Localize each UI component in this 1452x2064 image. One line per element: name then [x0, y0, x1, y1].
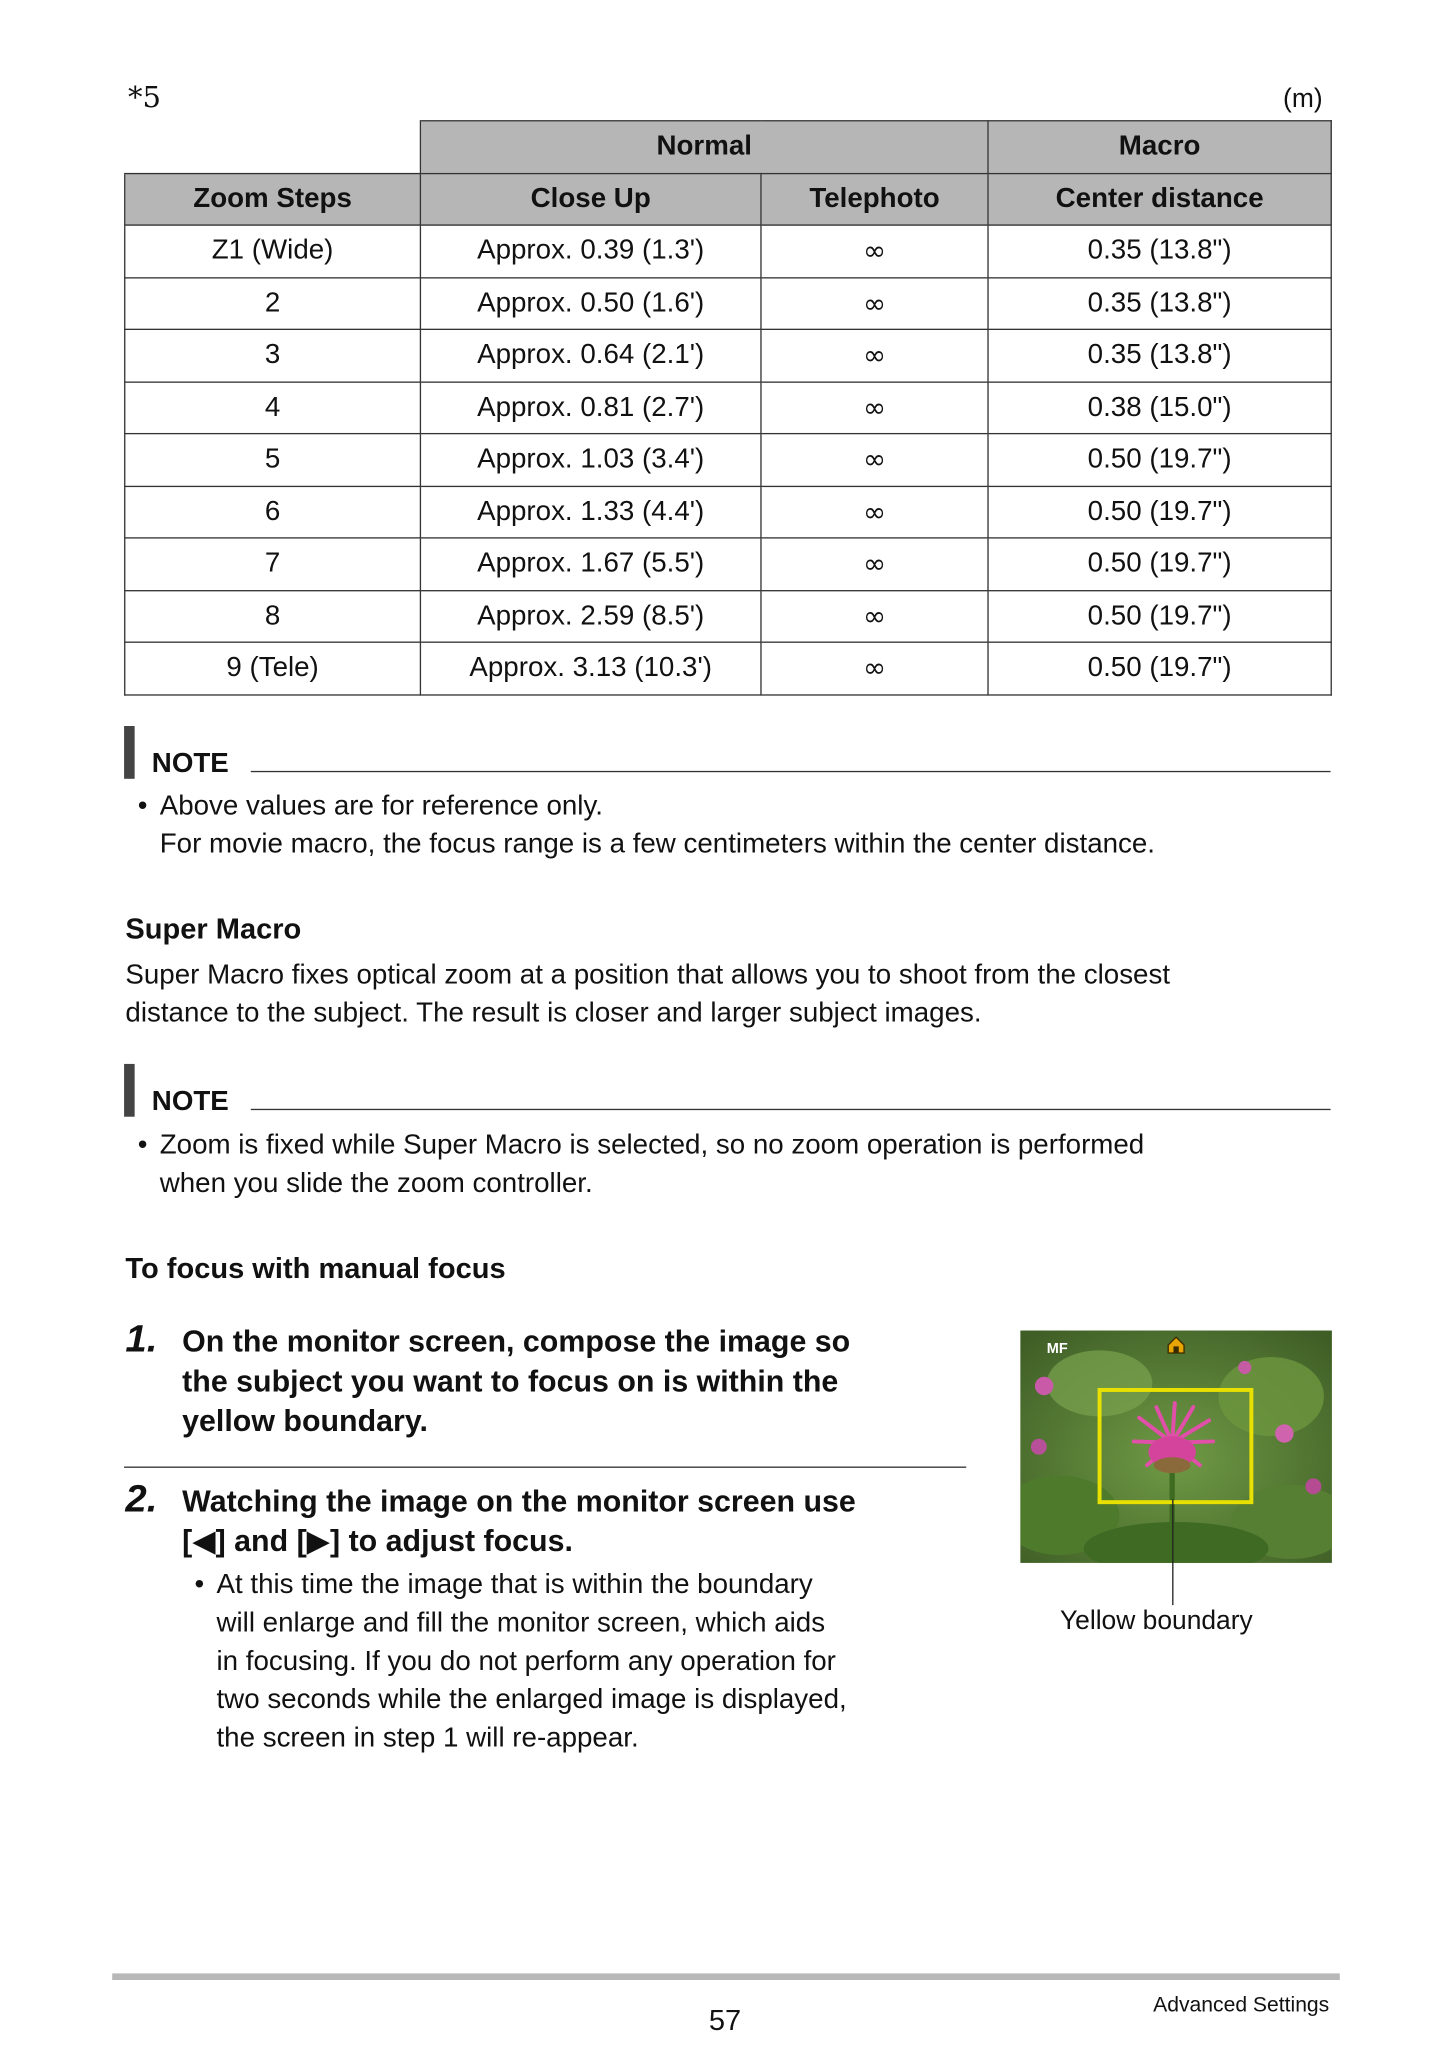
table-row — [125, 642, 1332, 694]
step-number: 2. — [125, 1478, 158, 1521]
normal-group-header: Normal — [420, 121, 988, 173]
step-text-line: the subject you want to focus on is within the — [182, 1363, 839, 1398]
telephoto-cell: ∞ — [761, 434, 988, 486]
close-up-cell: Approx. 0.50 (1.6') — [420, 277, 761, 329]
table-row — [125, 225, 1332, 277]
zoom-step-cell: 7 — [125, 538, 421, 590]
step-number: 1. — [125, 1318, 158, 1361]
step-text-line: yellow boundary. — [182, 1403, 428, 1438]
super-macro-paragraph — [125, 956, 1339, 1033]
table-row — [125, 486, 1332, 538]
group-header-row — [125, 121, 1332, 173]
table-row — [125, 381, 1332, 433]
note-marker-bar — [124, 726, 135, 779]
zoom-step-cell: 8 — [125, 590, 421, 642]
flower-photo — [1020, 1331, 1332, 1563]
footer-section-title: Advanced Settings — [1153, 1994, 1330, 2017]
note-text-line: Above values are for reference only. — [159, 790, 603, 822]
close-up-cell: Approx. 3.13 (10.3') — [420, 642, 761, 694]
paragraph-line: distance to the subject. The result is closer and larger subject images. — [125, 997, 982, 1029]
note-rule — [251, 1109, 1331, 1110]
close-up-cell: Approx. 1.67 (5.5') — [420, 538, 761, 590]
note-text-line: For movie macro, the focus range is a few centimeters within the center distance. — [159, 828, 1156, 860]
note-body — [125, 1126, 1144, 1203]
note-label: NOTE — [151, 1086, 229, 1117]
telephoto-cell: ∞ — [761, 277, 988, 329]
close-up-cell: Approx. 1.33 (4.4') — [420, 486, 761, 538]
detail-text-line: in focusing. If you do not perform any operation for — [216, 1646, 836, 1677]
telephoto-cell: ∞ — [761, 538, 988, 590]
note-bullet-item — [125, 1126, 1144, 1203]
close-up-cell: Approx. 2.59 (8.5') — [420, 590, 761, 642]
zoom-step-cell: Z1 (Wide) — [125, 225, 421, 277]
detail-text-line: the screen in step 1 will re-appear. — [216, 1722, 639, 1753]
home-icon — [1167, 1336, 1185, 1354]
zoom-step-cell: 9 (Tele) — [125, 642, 421, 694]
caption-leader-line — [1172, 1500, 1173, 1606]
step-2-detail — [182, 1566, 961, 1757]
paragraph-line: Super Macro fixes optical zoom at a position that allows you to shoot from the closest — [125, 959, 1171, 991]
manual-focus-heading: To focus with manual focus — [125, 1251, 506, 1285]
step-2 — [125, 1478, 856, 1560]
telephoto-cell: ∞ — [761, 642, 988, 694]
note-label: NOTE — [151, 748, 229, 779]
center-distance-header: Center distance — [988, 173, 1331, 225]
zoom-steps-header: Zoom Steps — [125, 173, 421, 225]
center-distance-cell: 0.50 (19.7") — [988, 590, 1331, 642]
center-distance-cell: 0.50 (19.7") — [988, 642, 1331, 694]
step-text — [182, 1321, 850, 1440]
telephoto-cell: ∞ — [761, 329, 988, 381]
detail-text-line: two seconds while the enlarged image is displayed, — [216, 1684, 847, 1715]
bullet-mark: • — [194, 1569, 205, 1600]
center-distance-cell: 0.35 (13.8") — [988, 329, 1331, 381]
close-up-cell: Approx. 0.39 (1.3') — [420, 225, 761, 277]
mf-indicator: MF — [1046, 1341, 1068, 1357]
focus-range-table — [124, 120, 1332, 695]
footnote-mark: *5 — [128, 81, 162, 115]
note-body — [125, 787, 1155, 864]
center-distance-cell: 0.38 (15.0") — [988, 381, 1331, 433]
center-distance-cell: 0.50 (19.7") — [988, 434, 1331, 486]
step-text-line: [◀] and [▶] to adjust focus. — [182, 1523, 573, 1558]
step-text-line: On the monitor screen, compose the image so — [182, 1323, 851, 1359]
step-text-line: Watching the image on the monitor screen use — [182, 1483, 856, 1518]
table-row — [125, 329, 1332, 381]
close-up-header: Close Up — [420, 173, 761, 225]
center-distance-cell: 0.35 (13.8") — [988, 225, 1331, 277]
step-1 — [125, 1318, 851, 1440]
page-number: 57 — [708, 2003, 742, 2037]
blank-header-cell — [125, 121, 421, 173]
step-divider — [124, 1467, 966, 1468]
step-text — [182, 1481, 856, 1560]
telephoto-cell: ∞ — [761, 486, 988, 538]
zoom-step-cell: 6 — [125, 486, 421, 538]
center-distance-cell: 0.50 (19.7") — [988, 486, 1331, 538]
close-up-cell: Approx. 1.03 (3.4') — [420, 434, 761, 486]
table-row — [125, 538, 1332, 590]
table-row — [125, 590, 1332, 642]
column-header-row — [125, 173, 1332, 225]
figure-caption: Yellow boundary — [1059, 1606, 1253, 1636]
note-text-line: when you slide the zoom controller. — [159, 1168, 593, 1199]
table-row — [125, 277, 1332, 329]
close-up-cell: Approx. 0.64 (2.1') — [420, 329, 761, 381]
macro-group-header: Macro — [988, 121, 1331, 173]
telephoto-cell: ∞ — [761, 590, 988, 642]
note-text-line: Zoom is fixed while Super Macro is selected, so no zoom operation is performed — [159, 1129, 1145, 1161]
note-bullet-item — [125, 787, 1155, 864]
close-up-cell: Approx. 0.81 (2.7') — [420, 381, 761, 433]
center-distance-cell: 0.35 (13.8") — [988, 277, 1331, 329]
zoom-step-cell: 2 — [125, 277, 421, 329]
detail-text-line: will enlarge and fill the monitor screen, which aids — [216, 1607, 826, 1639]
note-rule — [251, 771, 1331, 772]
bullet-mark: • — [137, 790, 148, 822]
telephoto-cell: ∞ — [761, 225, 988, 277]
footer-rule — [112, 1973, 1340, 1980]
zoom-step-cell: 4 — [125, 381, 421, 433]
telephoto-cell: ∞ — [761, 381, 988, 433]
note-marker-bar — [124, 1064, 135, 1117]
zoom-step-cell: 5 — [125, 434, 421, 486]
table-row — [125, 434, 1332, 486]
note-header — [124, 726, 1330, 779]
detail-text-line: At this time the image that is within the boundary — [216, 1569, 813, 1600]
center-distance-cell: 0.50 (19.7") — [988, 538, 1331, 590]
bullet-mark: • — [137, 1129, 148, 1161]
note-header — [124, 1064, 1330, 1117]
detail-bullet-item — [182, 1566, 961, 1757]
zoom-step-cell: 3 — [125, 329, 421, 381]
telephoto-header: Telephoto — [761, 173, 988, 225]
monitor-screen-image — [1020, 1331, 1332, 1563]
unit-label: (m) — [1283, 84, 1323, 114]
super-macro-heading: Super Macro — [125, 912, 302, 946]
